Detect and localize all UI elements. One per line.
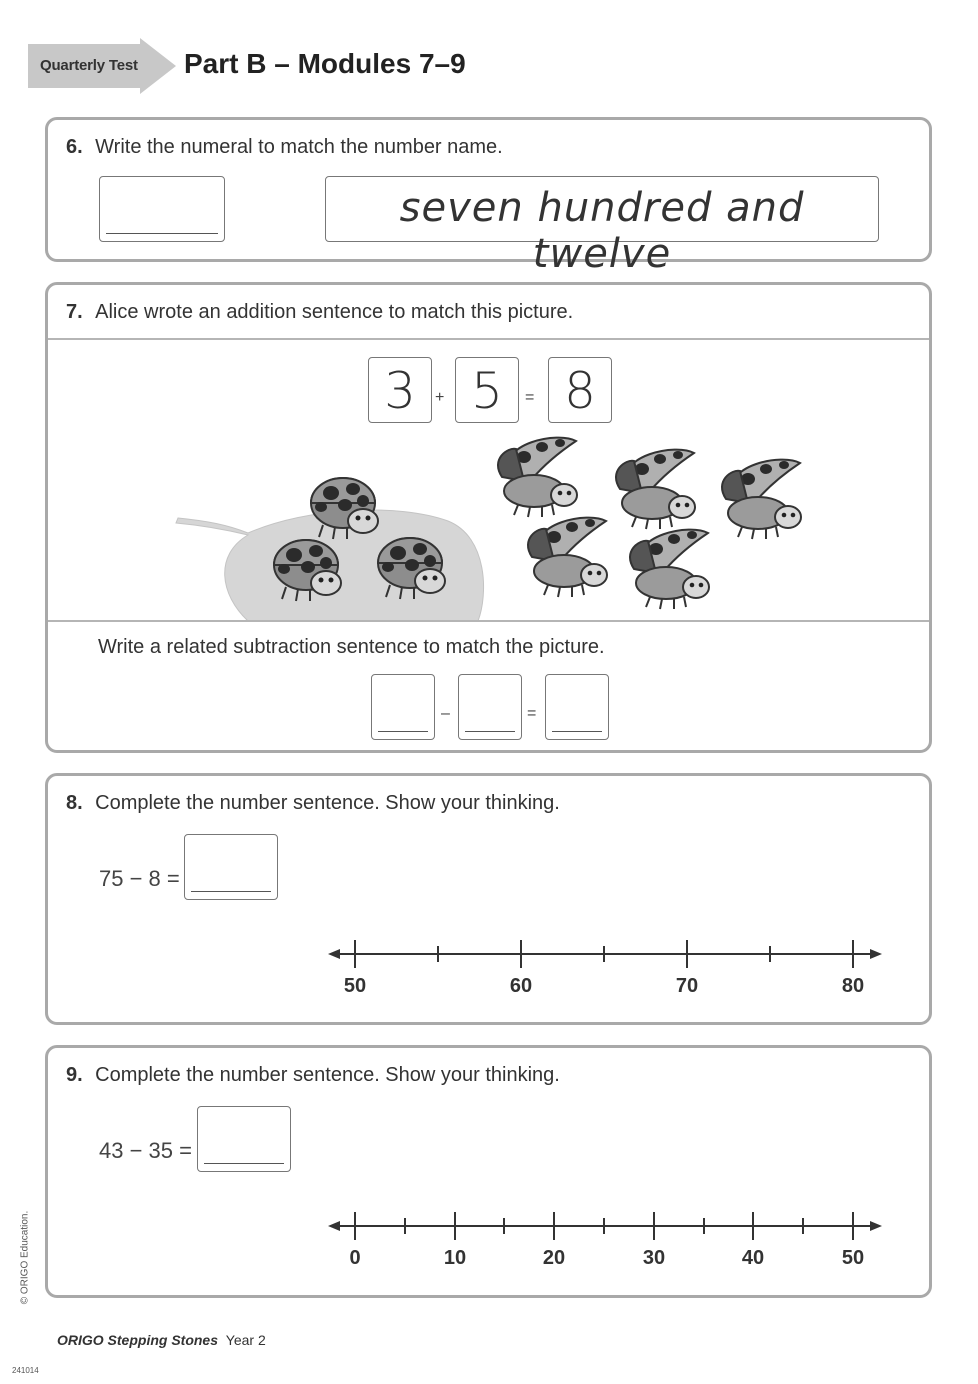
- q7-divider-bottom: [48, 620, 929, 622]
- q8-tick-label: 50: [343, 975, 367, 997]
- q8-tick-label: 70: [675, 975, 699, 997]
- q7-sum: 8: [564, 362, 596, 420]
- q7-ladybug-picture: [48, 425, 929, 621]
- q8-tick-label: 60: [509, 975, 533, 997]
- ladybug-flying-2: [616, 450, 695, 529]
- footer-brand: [57, 1332, 266, 1348]
- page-title: Part B – Modules 7–9: [184, 48, 466, 79]
- q8-tick-label: 80: [841, 975, 865, 997]
- q9-tick-label: 30: [642, 1247, 666, 1269]
- q9-answer-box[interactable]: [197, 1106, 291, 1172]
- q9-tick-label: 0: [349, 1247, 361, 1269]
- q7-divider-top: [48, 338, 929, 340]
- question-9-number: 9.: [66, 1064, 83, 1086]
- q7-subtrahend-box[interactable]: [458, 674, 522, 740]
- copyright-notice: © ORIGO Education.: [19, 1210, 31, 1305]
- question-7-prompt: Alice wrote an addition sentence to match this picture.: [95, 301, 574, 323]
- question-7-number: 7.: [66, 301, 83, 323]
- q7-addend1-box: [368, 357, 432, 423]
- ladybug-flying-3: [722, 460, 801, 539]
- q7-minus-sign: –: [441, 705, 450, 722]
- q7-addend2-box: [455, 357, 519, 423]
- q7-difference-box[interactable]: [545, 674, 609, 740]
- question-9-panel: [45, 1045, 932, 1298]
- q9-tick-label: 40: [741, 1247, 765, 1269]
- q8-expression: 75 − 8 =: [99, 866, 180, 891]
- question-7-panel: [45, 282, 932, 753]
- q7-subtraction-prompt: Write a related subtraction sentence to match the picture.: [98, 636, 605, 658]
- q7-equals-sign-2: =: [527, 705, 537, 722]
- question-6-prompt: Write the numeral to match the number name.: [95, 136, 503, 158]
- q9-number-line[interactable]: [328, 1208, 888, 1278]
- q6-number-name: seven hundred and twelve: [399, 185, 805, 277]
- q9-expression: 43 − 35 =: [99, 1138, 192, 1163]
- ladybug-flying-4: [528, 518, 607, 597]
- question-8-prompt: Complete the number sentence. Show your thinking.: [95, 792, 560, 814]
- ladybug-flying-5: [630, 530, 709, 609]
- document-code: 241014: [12, 1366, 39, 1375]
- q7-equals-sign: =: [525, 389, 535, 406]
- question-6-panel: [45, 117, 932, 277]
- footer-brand-name: ORIGO Stepping Stones: [57, 1332, 219, 1348]
- q8-answer-box[interactable]: [184, 834, 278, 900]
- q7-minuend-box[interactable]: [371, 674, 435, 740]
- q7-sum-box: [548, 357, 612, 423]
- q9-tick-label: 10: [443, 1247, 467, 1269]
- ladybug-flying-1: [498, 438, 577, 517]
- q7-addend1: 3: [384, 362, 416, 420]
- q7-addend2: 5: [471, 362, 503, 420]
- q7-plus-sign: +: [435, 389, 445, 406]
- question-6-number: 6.: [66, 136, 83, 158]
- q9-tick-label: 50: [841, 1247, 865, 1269]
- q6-number-name-box: [325, 176, 879, 277]
- q6-answer-box[interactable]: [99, 176, 225, 242]
- q9-tick-label: 20: [542, 1247, 566, 1269]
- q8-number-line[interactable]: [328, 936, 888, 1006]
- question-9-prompt: Complete the number sentence. Show your thinking.: [95, 1064, 560, 1086]
- footer-year: Year 2: [225, 1332, 266, 1348]
- question-8-number: 8.: [66, 792, 83, 814]
- quarterly-test-label: Quarterly Test: [40, 57, 138, 74]
- question-8-panel: [45, 773, 932, 1025]
